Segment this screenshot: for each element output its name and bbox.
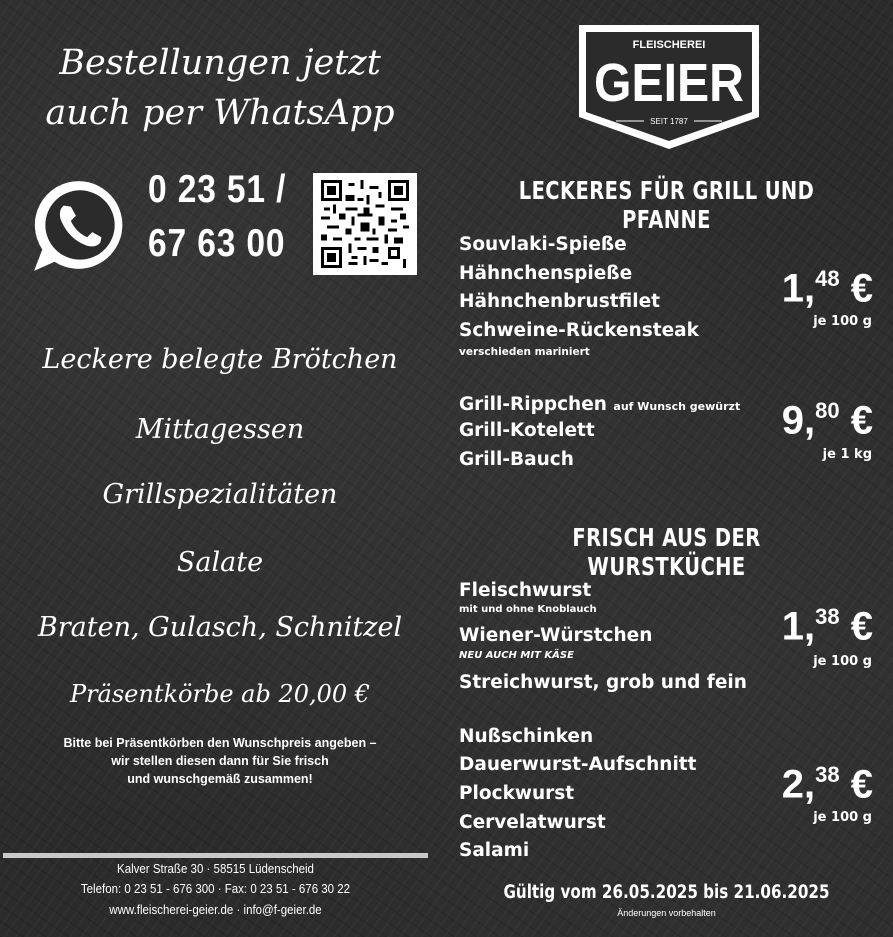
- grill-item-haehnchenbrustfilet: Hähnchenbrustfilet: [459, 291, 660, 312]
- footer-address: Kalver Straße 30 · 58515 Lüdenscheid: [117, 862, 314, 876]
- price-main: 9,: [781, 398, 816, 443]
- logo-since: SEIT 1787: [650, 117, 688, 126]
- price-currency: €: [850, 762, 873, 807]
- price-main: 2,: [781, 762, 816, 807]
- price-cents: 80: [815, 398, 840, 423]
- geier-logo: [576, 22, 762, 152]
- grill-item-bauch: Grill-Bauch: [459, 449, 574, 470]
- price-currency: €: [850, 266, 873, 311]
- price-wurst-group1: [782, 604, 873, 649]
- headline-line2: auch per WhatsApp: [45, 93, 395, 133]
- wurst-item-nussschinken: Nußschinken: [459, 726, 594, 747]
- logo-top-text: FLEISCHEREI: [632, 39, 706, 51]
- wurst-item-fleischwurst: Fleischwurst: [459, 580, 592, 601]
- validity-period: Gültig vom 26.05.2025 bis 21.06.2025: [503, 882, 830, 903]
- wurst-item-cervelatwurst: Cervelatwurst: [459, 812, 606, 833]
- price-currency: €: [850, 604, 873, 649]
- price-currency: €: [850, 398, 873, 443]
- wurst-item-streichwurst: Streichwurst, grob und fein: [459, 672, 747, 693]
- grill-item-rueckensteak: Schweine-Rückensteak: [459, 320, 699, 341]
- footer-divider: [3, 853, 428, 858]
- phone-line2[interactable]: 67 63 00: [148, 222, 286, 265]
- qr-code[interactable]: [313, 173, 417, 275]
- grill-item-haehnchenspiesse: Hähnchenspieße: [459, 263, 633, 284]
- service-mittagessen: Mittagessen: [135, 414, 305, 445]
- wurst-item-wiener: Wiener-Würstchen: [459, 625, 653, 646]
- wurst-note-kaese: NEU AUCH MIT KÄSE: [459, 650, 574, 661]
- footer-web[interactable]: www.fleischerei-geier.de · info@f-geier.de: [109, 903, 322, 917]
- unit-wurst-group2: je 100 g: [813, 810, 872, 825]
- grill-title: LECKERES FÜR GRILL UND PFANNE: [518, 176, 815, 234]
- footer-phone: Telefon: 0 23 51 - 676 300 · Fax: 0 23 51 - 676 30 22: [80, 882, 351, 896]
- hint-line1: Bitte bei Präsentkörben den Wunschpreis angeben –: [63, 736, 377, 750]
- phone-line1[interactable]: 0 23 51 /: [148, 168, 287, 211]
- rippchen-label: Grill-Rippchen: [459, 394, 607, 415]
- price-main: 1,: [781, 604, 816, 649]
- unit-grill-group1: je 100 g: [813, 314, 872, 329]
- logo-name: GEIER: [594, 53, 744, 113]
- hint-line3: und wunschgemäß zusammen!: [127, 772, 313, 786]
- unit-grill-group2: je 1 kg: [822, 447, 872, 462]
- wurst-item-plockwurst: Plockwurst: [459, 783, 575, 804]
- service-salate: Salate: [176, 547, 264, 578]
- price-cents: 38: [815, 604, 840, 629]
- whatsapp-headline: [20, 38, 420, 138]
- service-braten: Braten, Gulasch, Schnitzel: [37, 612, 403, 643]
- price-cents: 48: [815, 266, 840, 291]
- changes-note: Änderungen vorbehalten: [617, 908, 716, 918]
- price-grill-group1: [782, 266, 873, 311]
- price-wurst-group2: [782, 762, 873, 807]
- rippchen-note: auf Wunsch gewürzt: [613, 400, 741, 413]
- wurst-item-dauerwurst: Dauerwurst-Aufschnitt: [459, 754, 697, 775]
- qr-pattern: [320, 180, 410, 268]
- grill-item-rippchen: [459, 394, 740, 415]
- unit-wurst-group1: je 100 g: [813, 654, 872, 669]
- wurst-item-salami: Salami: [459, 840, 530, 861]
- grill-note-mariniert: verschieden mariniert: [459, 346, 590, 358]
- headline-line1: Bestellungen jetzt: [59, 43, 381, 83]
- grill-item-kotelett: Grill-Kotelett: [459, 420, 595, 441]
- price-cents: 38: [815, 762, 840, 787]
- price-main: 1,: [781, 266, 816, 311]
- gift-basket-hint: [30, 734, 410, 788]
- whatsapp-icon[interactable]: [28, 175, 130, 277]
- wurst-note-knoblauch: mit und ohne Knoblauch: [459, 604, 597, 615]
- service-broetchen: Leckere belegte Brötchen: [42, 344, 398, 375]
- hint-line2: wir stellen diesen dann für Sie frisch: [111, 754, 329, 768]
- service-praesentkoerbe: Präsentkörbe ab 20,00 €: [69, 680, 371, 708]
- grill-item-souvlaki: Souvlaki-Spieße: [459, 234, 627, 255]
- wurst-title: FRISCH AUS DER WURSTKÜCHE: [572, 523, 761, 581]
- service-grill: Grillspezialitäten: [102, 479, 338, 510]
- price-grill-group2: [782, 398, 873, 443]
